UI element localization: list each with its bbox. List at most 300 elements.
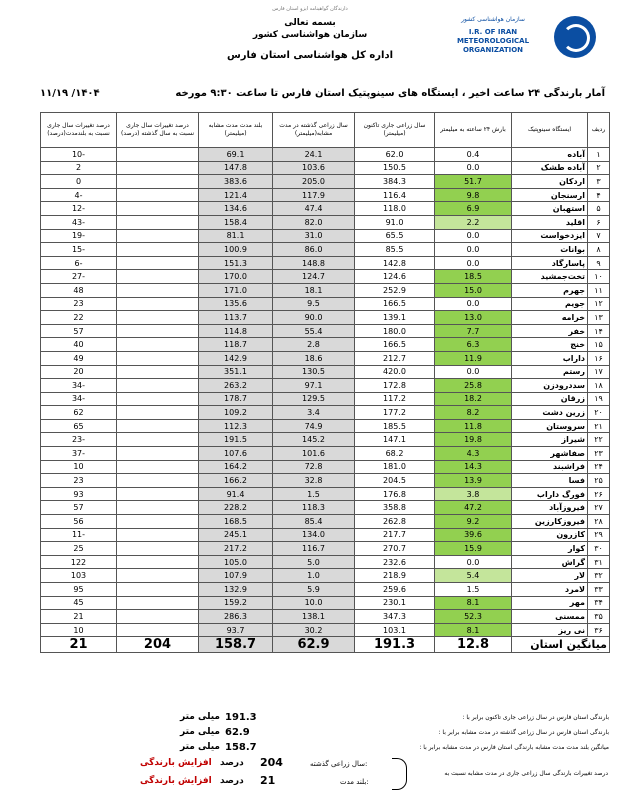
current-season: 212.7 bbox=[355, 351, 435, 365]
station-name: کازرون bbox=[512, 528, 588, 542]
previous-season: 5.9 bbox=[273, 583, 355, 597]
long-term-normal: 132.9 bbox=[199, 583, 273, 597]
current-season: 62.0 bbox=[355, 148, 435, 162]
footer-value: 158.7 bbox=[225, 742, 257, 753]
change-vs-normal: 0 bbox=[41, 175, 117, 189]
rain-24h: 0.0 bbox=[435, 365, 512, 379]
station-name: گراش bbox=[512, 555, 588, 569]
station-name: فورگ داراب bbox=[512, 487, 588, 501]
station-name: بوانات bbox=[512, 243, 588, 257]
change-vs-previous bbox=[117, 433, 199, 447]
change-vs-previous bbox=[117, 338, 199, 352]
previous-season: 18.6 bbox=[273, 351, 355, 365]
long-term-normal: 170.0 bbox=[199, 270, 273, 284]
current-season: 181.0 bbox=[355, 460, 435, 474]
row-index: ۲۷ bbox=[588, 501, 610, 515]
change-vs-normal: -6 bbox=[41, 256, 117, 270]
previous-season: 3.4 bbox=[273, 406, 355, 420]
row-index: ۱۸ bbox=[588, 379, 610, 393]
current-season: 176.8 bbox=[355, 487, 435, 501]
current-season: 103.1 bbox=[355, 623, 435, 637]
station-name: فیروزآباد bbox=[512, 501, 588, 515]
long-term-normal: 191.5 bbox=[199, 433, 273, 447]
row-index: ۲ bbox=[588, 161, 610, 175]
table-header-row bbox=[41, 113, 610, 148]
long-term-normal: 351.1 bbox=[199, 365, 273, 379]
station-name: مهر bbox=[512, 596, 588, 610]
table-row bbox=[41, 148, 610, 162]
current-season: 91.0 bbox=[355, 215, 435, 229]
station-name: شیراز bbox=[512, 433, 588, 447]
rain-24h: 9.8 bbox=[435, 188, 512, 202]
long-term-normal: 109.2 bbox=[199, 406, 273, 420]
table-row bbox=[41, 583, 610, 597]
current-season: 116.4 bbox=[355, 188, 435, 202]
change-vs-previous bbox=[117, 392, 199, 406]
station-name: آباده طشک bbox=[512, 161, 588, 175]
change-vs-previous bbox=[117, 515, 199, 529]
long-term-normal: 142.9 bbox=[199, 351, 273, 365]
summary-change-normal: 21 bbox=[41, 637, 117, 653]
current-season: 218.9 bbox=[355, 569, 435, 583]
change-vs-previous bbox=[117, 324, 199, 338]
rain-24h: 5.4 bbox=[435, 569, 512, 583]
previous-season: 145.2 bbox=[273, 433, 355, 447]
change-vs-previous bbox=[117, 528, 199, 542]
rain-24h: 47.2 bbox=[435, 501, 512, 515]
long-term-normal: 147.8 bbox=[199, 161, 273, 175]
change-vs-previous bbox=[117, 297, 199, 311]
table-row bbox=[41, 406, 610, 420]
table-row bbox=[41, 487, 610, 501]
summary-label: میانگین استان bbox=[512, 637, 610, 653]
current-season: 166.5 bbox=[355, 297, 435, 311]
row-index: ۲۰ bbox=[588, 406, 610, 420]
row-index: ۲۲ bbox=[588, 433, 610, 447]
row-index: ۳ bbox=[588, 175, 610, 189]
previous-season: 82.0 bbox=[273, 215, 355, 229]
change-vs-normal: -4 bbox=[41, 188, 117, 202]
change-value-previous: 204 bbox=[260, 756, 283, 769]
rain-24h: 8.1 bbox=[435, 623, 512, 637]
previous-season: 1.0 bbox=[273, 569, 355, 583]
change-value-normal: 21 bbox=[260, 774, 276, 787]
col-header: ایستگاه سینوپتیک bbox=[512, 113, 588, 148]
table-row bbox=[41, 542, 610, 556]
long-term-normal: 91.4 bbox=[199, 487, 273, 501]
long-term-normal: 107.9 bbox=[199, 569, 273, 583]
long-term-normal: 121.4 bbox=[199, 188, 273, 202]
change-vs-normal: 122 bbox=[41, 555, 117, 569]
current-season: 177.2 bbox=[355, 406, 435, 420]
row-index: ۳۴ bbox=[588, 596, 610, 610]
long-term-normal: 159.2 bbox=[199, 596, 273, 610]
rain-24h: 13.9 bbox=[435, 474, 512, 488]
current-season: 118.0 bbox=[355, 202, 435, 216]
logo-emblem-icon bbox=[554, 16, 596, 58]
table-row bbox=[41, 270, 610, 284]
change-vs-normal: 23 bbox=[41, 297, 117, 311]
long-term-normal: 112.3 bbox=[199, 419, 273, 433]
station-name: ارسنجان bbox=[512, 188, 588, 202]
rain-24h: 4.3 bbox=[435, 447, 512, 461]
rain-24h: 1.5 bbox=[435, 583, 512, 597]
org-name: سازمان هواشناسی کشور bbox=[252, 30, 368, 40]
long-term-normal: 228.2 bbox=[199, 501, 273, 515]
change-vs-normal: 56 bbox=[41, 515, 117, 529]
station-name: اقلید bbox=[512, 215, 588, 229]
change-vs-normal: 2 bbox=[41, 161, 117, 175]
rain-24h: 11.9 bbox=[435, 351, 512, 365]
summary-normal: 158.7 bbox=[199, 637, 273, 653]
table-row bbox=[41, 596, 610, 610]
change-vs-previous bbox=[117, 270, 199, 284]
change-vs-previous bbox=[117, 555, 199, 569]
station-name: فسا bbox=[512, 474, 588, 488]
col-header: ردیف bbox=[588, 113, 610, 148]
change-vs-previous bbox=[117, 202, 199, 216]
rain-24h: 0.0 bbox=[435, 243, 512, 257]
station-name: لار bbox=[512, 569, 588, 583]
long-term-normal: 383.6 bbox=[199, 175, 273, 189]
station-name: جهرم bbox=[512, 283, 588, 297]
station-name: خفر bbox=[512, 324, 588, 338]
previous-season: 10.0 bbox=[273, 596, 355, 610]
change-vs-normal: 10 bbox=[41, 460, 117, 474]
current-season: 232.6 bbox=[355, 555, 435, 569]
rain-24h: 8.1 bbox=[435, 596, 512, 610]
change-vs-normal: 48 bbox=[41, 283, 117, 297]
row-index: ۱۰ bbox=[588, 270, 610, 284]
summary-change-prev: 204 bbox=[117, 637, 199, 653]
footer-text: میانگین بلند مدت مدت مشابه بارندگی استان فارس در مدت مشابه برابر با : bbox=[419, 744, 609, 751]
change-vs-normal: 21 bbox=[41, 610, 117, 624]
current-season: 262.8 bbox=[355, 515, 435, 529]
rain-24h: 8.2 bbox=[435, 406, 512, 420]
change-vs-normal: -15 bbox=[41, 243, 117, 257]
rain-24h: 2.2 bbox=[435, 215, 512, 229]
previous-season: 32.8 bbox=[273, 474, 355, 488]
previous-season: 101.6 bbox=[273, 447, 355, 461]
table-row bbox=[41, 460, 610, 474]
report-date: ۱۴۰۴/ ۱۱/۱۹ bbox=[40, 88, 100, 99]
rain-24h: 0.0 bbox=[435, 256, 512, 270]
current-season: 172.8 bbox=[355, 379, 435, 393]
change-vs-normal: -43 bbox=[41, 215, 117, 229]
table-row bbox=[41, 474, 610, 488]
col-header: سال زراعی گذشته در مدت مشابه(میلیمتر) bbox=[273, 113, 355, 148]
long-term-normal: 105.0 bbox=[199, 555, 273, 569]
long-term-normal: 151.3 bbox=[199, 256, 273, 270]
change-vs-previous bbox=[117, 229, 199, 243]
rain-24h: 15.0 bbox=[435, 283, 512, 297]
current-season: 270.7 bbox=[355, 542, 435, 556]
table-row bbox=[41, 501, 610, 515]
current-season: 166.5 bbox=[355, 338, 435, 352]
long-term-normal: 107.6 bbox=[199, 447, 273, 461]
station-name: کوار bbox=[512, 542, 588, 556]
current-season: 68.2 bbox=[355, 447, 435, 461]
table-row bbox=[41, 610, 610, 624]
org-heading bbox=[220, 6, 400, 61]
long-term-normal: 168.5 bbox=[199, 515, 273, 529]
change-vs-normal: 10 bbox=[41, 623, 117, 637]
row-index: ۱۹ bbox=[588, 392, 610, 406]
change-vs-previous bbox=[117, 460, 199, 474]
change-vs-previous bbox=[117, 419, 199, 433]
long-term-normal: 135.6 bbox=[199, 297, 273, 311]
station-name: خنج bbox=[512, 338, 588, 352]
change-vs-previous bbox=[117, 583, 199, 597]
rain-24h: 7.7 bbox=[435, 324, 512, 338]
previous-season: 31.0 bbox=[273, 229, 355, 243]
footer-unit: میلی متر bbox=[180, 742, 221, 752]
change-vs-previous bbox=[117, 243, 199, 257]
long-term-normal: 69.1 bbox=[199, 148, 273, 162]
current-season: 147.1 bbox=[355, 433, 435, 447]
rain-24h: 6.3 bbox=[435, 338, 512, 352]
change-vs-normal: 57 bbox=[41, 324, 117, 338]
rain-24h: 18.5 bbox=[435, 270, 512, 284]
change-vs-previous bbox=[117, 283, 199, 297]
table-row bbox=[41, 379, 610, 393]
station-name: فراشبند bbox=[512, 460, 588, 474]
change-vs-previous bbox=[117, 623, 199, 637]
long-term-normal: 164.2 bbox=[199, 460, 273, 474]
change-vs-previous bbox=[117, 610, 199, 624]
previous-season: 90.0 bbox=[273, 311, 355, 325]
change-vs-previous bbox=[117, 379, 199, 393]
station-name: خرامه bbox=[512, 311, 588, 325]
col-header: درصد تغییرات سال جاری نسبت به سال گذشته (درصد) bbox=[117, 113, 199, 148]
station-name: تخت‌جمشید bbox=[512, 270, 588, 284]
long-term-normal: 114.8 bbox=[199, 324, 273, 338]
previous-season: 5.0 bbox=[273, 555, 355, 569]
change-vs-normal: -23 bbox=[41, 433, 117, 447]
rain-24h: 0.0 bbox=[435, 229, 512, 243]
long-term-normal: 100.9 bbox=[199, 243, 273, 257]
current-season: 358.8 bbox=[355, 501, 435, 515]
current-season: 204.5 bbox=[355, 474, 435, 488]
footer-unit: میلی متر bbox=[180, 712, 221, 722]
change-vs-normal: 93 bbox=[41, 487, 117, 501]
table-row bbox=[41, 311, 610, 325]
station-name: پاسارگاد bbox=[512, 256, 588, 270]
row-index: ۴ bbox=[588, 188, 610, 202]
footer-text: بارندگی استان فارس در سال زراعی گذشته در مدت مشابه برابر با : bbox=[438, 729, 609, 736]
current-season: 185.5 bbox=[355, 419, 435, 433]
row-index: ۳۲ bbox=[588, 569, 610, 583]
logo-en-text: I.R. OF IRAN METEOROLOGICAL ORGANIZATION bbox=[456, 28, 530, 54]
row-index: ۲۱ bbox=[588, 419, 610, 433]
current-season: 347.3 bbox=[355, 610, 435, 624]
table-row bbox=[41, 161, 610, 175]
change-vs-normal: -11 bbox=[41, 528, 117, 542]
change-vs-previous bbox=[117, 148, 199, 162]
rain-24h: 52.3 bbox=[435, 610, 512, 624]
table-row bbox=[41, 351, 610, 365]
change-vs-previous bbox=[117, 161, 199, 175]
col-header: بلند مدت مدت مشابه (میلیمتر) bbox=[199, 113, 273, 148]
row-index: ۲۵ bbox=[588, 474, 610, 488]
row-index: ۱۲ bbox=[588, 297, 610, 311]
previous-season: 1.5 bbox=[273, 487, 355, 501]
table-row bbox=[41, 202, 610, 216]
long-term-normal: 171.0 bbox=[199, 283, 273, 297]
station-name: لامرد bbox=[512, 583, 588, 597]
summary-current: 191.3 bbox=[355, 637, 435, 653]
table-row bbox=[41, 188, 610, 202]
table-row bbox=[41, 447, 610, 461]
current-season: 142.8 bbox=[355, 256, 435, 270]
row-index: ۳۳ bbox=[588, 583, 610, 597]
bracket-divider bbox=[392, 758, 407, 790]
table-row bbox=[41, 365, 610, 379]
change-vs-normal: 25 bbox=[41, 542, 117, 556]
rain-24h: 39.6 bbox=[435, 528, 512, 542]
rain-24h: 11.8 bbox=[435, 419, 512, 433]
station-name: نی ریز bbox=[512, 623, 588, 637]
previous-season: 74.9 bbox=[273, 419, 355, 433]
row-index: ۱۵ bbox=[588, 338, 610, 352]
current-season: 259.6 bbox=[355, 583, 435, 597]
current-season: 217.7 bbox=[355, 528, 435, 542]
station-name: ایزدخواست bbox=[512, 229, 588, 243]
table-row bbox=[41, 528, 610, 542]
report-title-row bbox=[40, 88, 605, 104]
previous-season: 148.8 bbox=[273, 256, 355, 270]
station-name: سددرودزن bbox=[512, 379, 588, 393]
row-index: ۲۶ bbox=[588, 487, 610, 501]
long-term-normal: 166.2 bbox=[199, 474, 273, 488]
change-vs-normal: 62 bbox=[41, 406, 117, 420]
row-index: ۳۶ bbox=[588, 623, 610, 637]
table-row bbox=[41, 392, 610, 406]
row-index: ۲۳ bbox=[588, 447, 610, 461]
rain-24h: 0.0 bbox=[435, 555, 512, 569]
change-vs-previous bbox=[117, 365, 199, 379]
row-index: ۱۱ bbox=[588, 283, 610, 297]
row-index: ۱۶ bbox=[588, 351, 610, 365]
rain-24h: 19.8 bbox=[435, 433, 512, 447]
previous-season: 117.9 bbox=[273, 188, 355, 202]
row-index: ۳۱ bbox=[588, 555, 610, 569]
long-term-normal: 263.2 bbox=[199, 379, 273, 393]
table-row bbox=[41, 297, 610, 311]
previous-season: 47.4 bbox=[273, 202, 355, 216]
page-header bbox=[0, 0, 618, 86]
table-row bbox=[41, 569, 610, 583]
row-index: ۷ bbox=[588, 229, 610, 243]
previous-season: 205.0 bbox=[273, 175, 355, 189]
rain-24h: 51.7 bbox=[435, 175, 512, 189]
previous-season: 118.3 bbox=[273, 501, 355, 515]
rain-24h: 13.0 bbox=[435, 311, 512, 325]
station-name: فیروزکارزین bbox=[512, 515, 588, 529]
previous-season: 2.8 bbox=[273, 338, 355, 352]
change-vs-previous bbox=[117, 596, 199, 610]
long-term-normal: 217.2 bbox=[199, 542, 273, 556]
table-row bbox=[41, 229, 610, 243]
change-vs-normal: 45 bbox=[41, 596, 117, 610]
change-vs-previous bbox=[117, 542, 199, 556]
current-season: 180.0 bbox=[355, 324, 435, 338]
change-unit-previous: درصد bbox=[220, 758, 244, 768]
station-name: جویم bbox=[512, 297, 588, 311]
change-vs-normal: 95 bbox=[41, 583, 117, 597]
previous-season: 55.4 bbox=[273, 324, 355, 338]
long-term-normal: 118.7 bbox=[199, 338, 273, 352]
row-index: ۳۰ bbox=[588, 542, 610, 556]
change-vs-normal: 49 bbox=[41, 351, 117, 365]
col-header: درصد تغییرات سال جاری نسبت به بلندمدت(درصد) bbox=[41, 113, 117, 148]
col-header: سال زراعی جاری تاکنون (میلیمتر) bbox=[355, 113, 435, 148]
summary-row bbox=[41, 637, 610, 653]
change-vs-normal: 23 bbox=[41, 474, 117, 488]
table-row bbox=[41, 338, 610, 352]
current-season: 252.9 bbox=[355, 283, 435, 297]
change-vs-previous bbox=[117, 487, 199, 501]
footer-value: 191.3 bbox=[225, 712, 257, 723]
previous-season: 24.1 bbox=[273, 148, 355, 162]
long-term-normal: 245.1 bbox=[199, 528, 273, 542]
table-row bbox=[41, 175, 610, 189]
previous-season: 86.0 bbox=[273, 243, 355, 257]
row-index: ۸ bbox=[588, 243, 610, 257]
change-vs-previous bbox=[117, 256, 199, 270]
current-season: 85.5 bbox=[355, 243, 435, 257]
rain-24h: 0.0 bbox=[435, 297, 512, 311]
previous-season: 85.4 bbox=[273, 515, 355, 529]
change-vs-normal: -37 bbox=[41, 447, 117, 461]
change-vs-previous bbox=[117, 569, 199, 583]
change-vs-normal: 103 bbox=[41, 569, 117, 583]
change-vs-normal: -10 bbox=[41, 148, 117, 162]
previous-season: 138.1 bbox=[273, 610, 355, 624]
long-term-normal: 286.3 bbox=[199, 610, 273, 624]
previous-season: 116.7 bbox=[273, 542, 355, 556]
station-name: آباده bbox=[512, 148, 588, 162]
change-vs-normal: 20 bbox=[41, 365, 117, 379]
table-row bbox=[41, 243, 610, 257]
row-index: ۲۹ bbox=[588, 528, 610, 542]
previous-season: 72.8 bbox=[273, 460, 355, 474]
previous-season: 97.1 bbox=[273, 379, 355, 393]
previous-season: 130.5 bbox=[273, 365, 355, 379]
rain-24h: 9.2 bbox=[435, 515, 512, 529]
rainfall-table bbox=[40, 112, 610, 653]
current-season: 65.5 bbox=[355, 229, 435, 243]
long-term-normal: 93.7 bbox=[199, 623, 273, 637]
station-name: صفاشهر bbox=[512, 447, 588, 461]
rain-24h: 0.0 bbox=[435, 161, 512, 175]
footer-text: بارندگی استان فارس در سال زراعی جاری تاکنون برابر با : bbox=[462, 714, 609, 721]
station-name: داراب bbox=[512, 351, 588, 365]
current-season: 420.0 bbox=[355, 365, 435, 379]
change-note-previous: افزایش بارندگی bbox=[140, 758, 212, 768]
change-vs-normal: 40 bbox=[41, 338, 117, 352]
row-index: ۲۸ bbox=[588, 515, 610, 529]
station-name: ممسنی bbox=[512, 610, 588, 624]
change-vs-previous bbox=[117, 311, 199, 325]
previous-season: 134.0 bbox=[273, 528, 355, 542]
previous-season: 124.7 bbox=[273, 270, 355, 284]
row-index: ۵ bbox=[588, 202, 610, 216]
table-row bbox=[41, 623, 610, 637]
table-row bbox=[41, 283, 610, 297]
previous-season: 129.5 bbox=[273, 392, 355, 406]
change-key-normal: بلند مدت: bbox=[340, 778, 369, 786]
